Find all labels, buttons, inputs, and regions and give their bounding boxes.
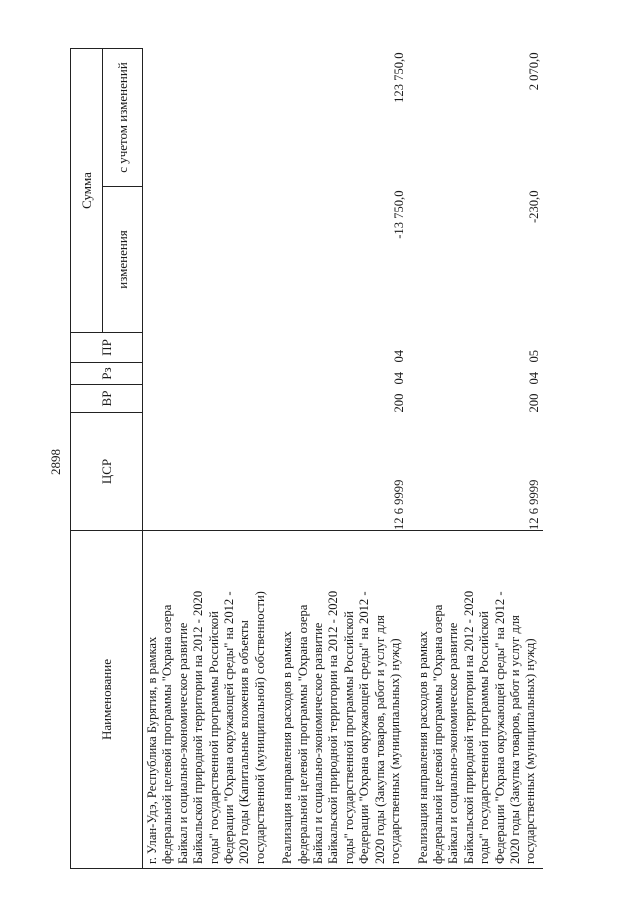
row-rz: 04 (392, 371, 407, 385)
header-changes: изменения (103, 187, 143, 333)
header-csr: ЦСР (71, 413, 143, 531)
row-csr: 12 6 9999 (392, 479, 407, 530)
page-number: 2898 (48, 449, 63, 475)
table-row (272, 49, 407, 869)
row-total: 123 750,0 (392, 52, 407, 103)
row-name: Реализация направления расходов в рамках федеральной целевой программы "Охрана озера Байкал и социально-экономическое развитие Байкальской природной территории на 2012 - 2020 годы" государственной программы Российской Федерации "Охрана окружающей среды" на 2012 - 2020 годы (Закупка товаров, работ и услуг для государственных (муниципальных) нужд) (408, 531, 543, 869)
header-pr: ПР (71, 333, 143, 363)
row-vr: 200 (527, 393, 542, 413)
row-csr: 12 6 9999 (527, 479, 542, 530)
row-rz: 04 (527, 371, 542, 385)
header-sum: Сумма (71, 49, 103, 333)
budget-table (70, 48, 543, 869)
row-vr: 200 (392, 393, 407, 413)
row-name: Реализация направления расходов в рамках федеральной целевой программы "Охрана озера Байкал и социально-экономическое развитие Байкальской природной территории на 2012 - 2020 годы" государственной программы Российской Федерации "Охрана окружающей среды" на 2012 - 2020 годы (Закупка товаров, работ и услуг для государственных (муниципальных) нужд) (272, 531, 407, 869)
row-name: г. Улан-Удэ, Республика Бурятия, в рамках федеральной целевой программы "Охрана озера Байкал и социально-экономическое развитие Байкальской природной территории на 2012 - 2020 годы" государственной программы Российской Федерации "Охрана окружающей среды" на 2012 - 2020 годы (Капитальные вложения в объекты государственной (муниципальной) собственности) (143, 531, 273, 869)
row-change: -230,0 (527, 190, 542, 224)
row-values-empty (143, 49, 273, 531)
table-row (143, 49, 273, 869)
row-total: 2 070,0 (527, 52, 542, 91)
row-pr: 04 (392, 349, 407, 363)
header-rz: Рз (71, 363, 143, 385)
header-name: Наименование (71, 531, 143, 869)
row-change: -13 750,0 (392, 190, 407, 239)
table-row (408, 49, 543, 869)
header-with-changes: с учетом изменений (103, 49, 143, 187)
row-pr: 05 (527, 349, 542, 363)
header-vr: ВР (71, 385, 143, 413)
